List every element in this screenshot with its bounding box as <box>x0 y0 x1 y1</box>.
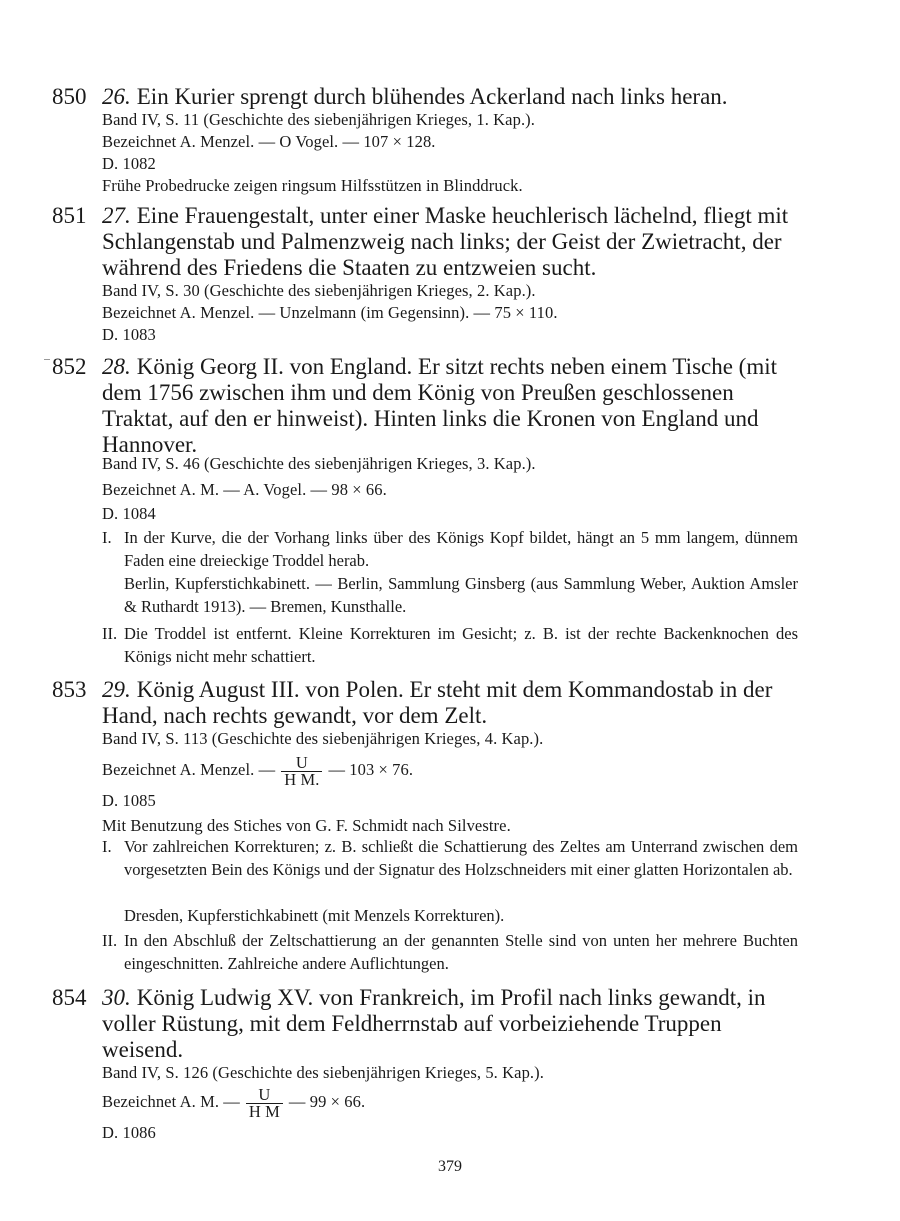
entry-source: Band IV, S. 11 (Geschichte des siebenjährigen Krieges, 1. Kap.). <box>102 110 535 129</box>
entry-title-text: Eine Frauengestalt, unter einer Maske heuchlerisch lächelnd, fliegt mit Schlangenstab und Palmenzweig nach links; der Geist der Zwietracht, der während des Friedens die Staaten zu entzweien sucht. <box>102 203 789 280</box>
margin-mark <box>44 359 50 360</box>
entry-source: Band IV, S. 30 (Geschichte des siebenjährigen Krieges, 2. Kap.). <box>102 281 536 300</box>
entry-reference: D. 1084 <box>102 504 156 523</box>
entry-signature <box>102 753 413 788</box>
page-number: 379 <box>438 1158 462 1175</box>
state-collections <box>102 904 798 927</box>
entry-note: Frühe Probedrucke zeigen ringsum Hilfsstützen in Blinddruck. <box>102 176 523 195</box>
entry-subnumber: 30. <box>102 985 131 1010</box>
entry-source: Band IV, S. 113 (Geschichte des siebenjährigen Krieges, 4. Kap.). <box>102 729 544 748</box>
entry-source: Band IV, S. 126 (Geschichte des siebenjährigen Krieges, 5. Kap.). <box>102 1063 544 1082</box>
entry-title-text: König Ludwig XV. von Frankreich, im Profil nach links gewandt, in voller Rüstung, mit dem Feldherrnstab auf vorbeiziehende Truppen weisend. <box>102 985 766 1062</box>
state-numeral: I. <box>102 837 112 856</box>
entry-number: 854 <box>52 985 87 1010</box>
fraction-denominator: H M. <box>284 769 320 789</box>
entry-number: 850 <box>52 84 87 109</box>
signature-prefix: Bezeichnet A. M. — <box>102 1092 240 1111</box>
state-text: In der Kurve, die der Vorhang links über des Königs Kopf bildet, hängt an 5 mm langem, dünnem Faden eine dreieckige Troddel herab. <box>124 528 798 570</box>
state-text: Dresden, Kupferstichkabinett (mit Menzels Korrekturen). <box>124 906 505 925</box>
state-collections <box>102 572 798 618</box>
entry-number: 851 <box>52 203 87 228</box>
signature-prefix: Bezeichnet A. Menzel. — <box>102 760 276 779</box>
state-text: Die Troddel ist entfernt. Kleine Korrekturen im Gesicht; z. B. ist der rechte Backenknochen des Königs nicht mehr schattiert. <box>124 624 798 666</box>
entry-subnumber: 28. <box>102 354 131 379</box>
state-numeral: II. <box>102 931 118 950</box>
entry-title-text: König Georg II. von England. Er sitzt rechts neben einem Tische (mit dem 1756 zwischen ihm und dem König von Preußen geschlossenen Traktat, auf den er hinweist). Hinten links die Kronen von England und Hannover. <box>102 354 778 457</box>
entry-title-text: Ein Kurier sprengt durch blühendes Ackerland nach links heran. <box>136 84 728 109</box>
signature-suffix: — 103 × 76. <box>328 760 414 779</box>
state-text: Vor zahlreichen Korrekturen; z. B. schließt die Schattierung des Zeltes am Unterrand zwischen dem vorgesetzten Bein des Königs und der Signatur des Holzschneiders mit einer glatten Horizontalen ab. <box>124 837 798 879</box>
entry-note: Mit Benutzung des Stiches von G. F. Schmidt nach Silvestre. <box>102 816 511 835</box>
entry-signature: Bezeichnet A. Menzel. — Unzelmann (im Gegensinn). — 75 × 110. <box>102 303 558 322</box>
entry-title <box>102 677 802 729</box>
entry-title-text: König August III. von Polen. Er steht mit dem Kommandostab in der Hand, nach rechts gewandt, vor dem Zelt. <box>102 677 773 728</box>
signature-suffix: — 99 × 66. <box>288 1092 366 1111</box>
entry-subnumber: 26. <box>102 84 131 109</box>
entry-signature <box>102 1085 365 1120</box>
state-description <box>102 929 798 975</box>
entry-source: Band IV, S. 46 (Geschichte des siebenjährigen Krieges, 3. Kap.). <box>102 454 536 473</box>
state-numeral: II. <box>102 624 118 643</box>
fraction-denominator: H M <box>248 1101 280 1121</box>
entry-signature: Bezeichnet A. M. — A. Vogel. — 98 × 66. <box>102 480 387 499</box>
state-text: In den Abschluß der Zeltschattierung an der genannten Stelle sind von unten her mehrere Buchten eingeschnitten. Zahlreiche andere Auflichtungen. <box>124 931 798 973</box>
state-description <box>102 526 798 572</box>
signature-fraction <box>281 752 322 789</box>
entry-subnumber: 29. <box>102 677 131 702</box>
state-text: Berlin, Kupferstichkabinett. — Berlin, Sammlung Ginsberg (aus Sammlung Weber, Auktion Amsler & Ruthardt 1913). — Bremen, Kunsthalle. <box>124 574 798 616</box>
entry-title <box>102 203 802 281</box>
entry-reference: D. 1085 <box>102 791 156 810</box>
fraction-numerator: U <box>246 1087 283 1104</box>
entry-number: 853 <box>52 677 87 702</box>
state-description <box>102 835 798 881</box>
entry-signature: Bezeichnet A. Menzel. — O Vogel. — 107 × 128. <box>102 132 436 151</box>
entry-reference: D. 1086 <box>102 1123 156 1142</box>
entry-reference: D. 1083 <box>102 325 156 344</box>
entry-subnumber: 27. <box>102 203 131 228</box>
entry-reference: D. 1082 <box>102 154 156 173</box>
entry-title <box>102 354 802 458</box>
signature-fraction <box>246 1084 283 1121</box>
fraction-numerator: U <box>281 755 322 772</box>
entry-title <box>102 84 802 110</box>
entry-title <box>102 985 802 1063</box>
entry-number: 852 <box>52 354 87 379</box>
state-numeral: I. <box>102 528 112 547</box>
state-description <box>102 622 798 668</box>
